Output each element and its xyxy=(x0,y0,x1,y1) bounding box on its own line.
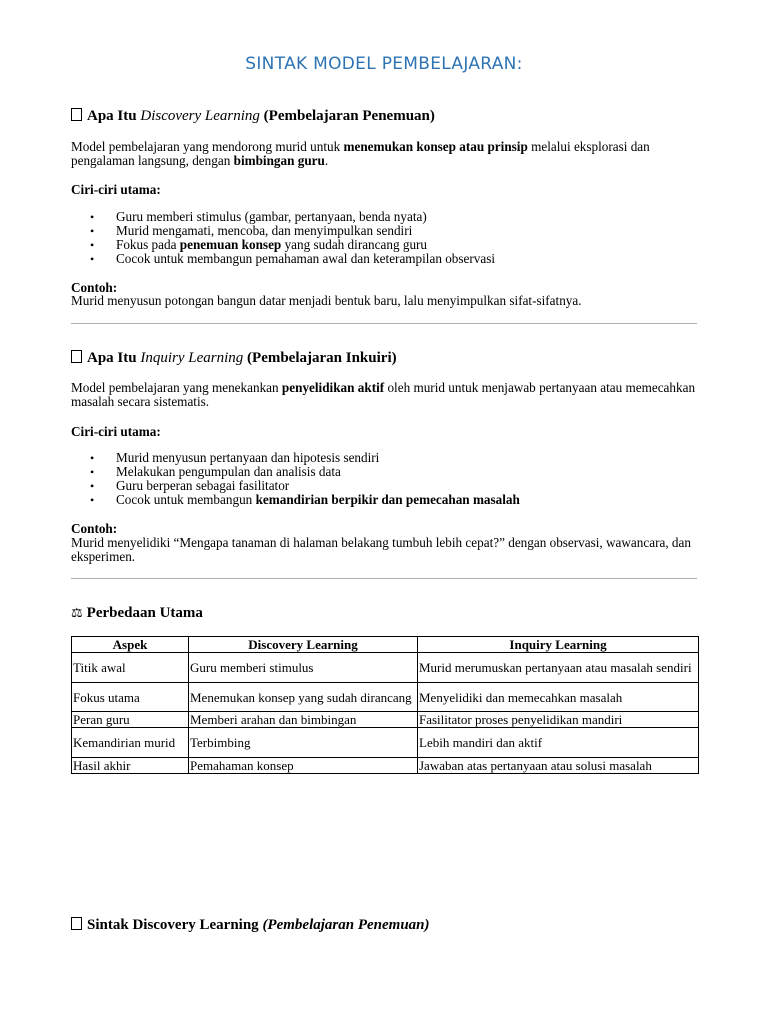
inquiry-features-label: Ciri-ciri utama: xyxy=(71,424,161,439)
table-cell: Menyelidiki dan memecahkan masalah xyxy=(418,683,699,712)
table-cell: Kemandirian murid xyxy=(72,728,189,758)
sintak-heading: Sintak Discovery Learning (Pembelajaran Penemuan) xyxy=(71,917,430,934)
table-cell: Titik awal xyxy=(72,653,189,683)
table-header-row xyxy=(72,637,699,653)
list-item: • Murid mengamati, mencoba, dan menyimpulkan sendiri xyxy=(71,224,495,238)
divider xyxy=(71,578,697,579)
comparison-heading: ⚖ Perbedaan Utama xyxy=(71,605,203,621)
table-cell: Fasilitator proses penyelidikan mandiri xyxy=(418,712,699,728)
table-row xyxy=(72,758,699,774)
discovery-features-label: Ciri-ciri utama: xyxy=(71,182,161,197)
table-cell: Peran guru xyxy=(72,712,189,728)
table-cell: Lebih mandiri dan aktif xyxy=(418,728,699,758)
balance-scale-icon: ⚖ xyxy=(71,606,83,621)
discovery-example: Murid menyusun potongan bangun datar menjadi bentuk baru, lalu menyimpulkan sifat-sifatnya. xyxy=(71,293,582,308)
table-cell: Memberi arahan dan bimbingan xyxy=(189,712,418,728)
inquiry-heading: Apa Itu Inquiry Learning (Pembelajaran Inkuiri) xyxy=(71,350,397,367)
divider xyxy=(71,323,697,324)
table-cell: Guru memberi stimulus xyxy=(189,653,418,683)
table-row xyxy=(72,653,699,683)
discovery-features-list xyxy=(71,210,495,266)
list-item: • Cocok untuk membangun kemandirian berpikir dan pemecahan masalah xyxy=(71,493,520,507)
list-item: • Guru berperan sebagai fasilitator xyxy=(71,479,520,493)
table-row xyxy=(72,728,699,758)
inquiry-features-list xyxy=(71,451,520,507)
missing-glyph-icon xyxy=(71,350,82,363)
discovery-description: Model pembelajaran yang mendorong murid untuk menemukan konsep atau prinsip melalui eksplorasi dan pengalaman langsung, dengan bimbingan guru. xyxy=(71,139,650,168)
table-cell: Jawaban atas pertanyaan atau solusi masalah xyxy=(418,758,699,774)
table-cell: Terbimbing xyxy=(189,728,418,758)
column-header: Inquiry Learning xyxy=(418,637,699,653)
discovery-example-label: Contoh: xyxy=(71,280,118,295)
table-row xyxy=(72,683,699,712)
page-title: SINTAK MODEL PEMBELAJARAN: xyxy=(245,54,523,74)
table-cell: Murid merumuskan pertanyaan atau masalah sendiri xyxy=(418,653,699,683)
list-item: • Melakukan pengumpulan dan analisis data xyxy=(71,465,520,479)
table-cell: Fokus utama xyxy=(72,683,189,712)
list-item: • Guru memberi stimulus (gambar, pertanyaan, benda nyata) xyxy=(71,210,495,224)
list-item: • Cocok untuk membangun pemahaman awal dan keterampilan observasi xyxy=(71,252,495,266)
inquiry-example-label: Contoh: xyxy=(71,521,118,536)
missing-glyph-icon xyxy=(71,108,82,121)
missing-glyph-icon xyxy=(71,917,82,930)
list-item: • Fokus pada penemuan konsep yang sudah dirancang guru xyxy=(71,238,495,252)
discovery-heading: Apa Itu Discovery Learning (Pembelajaran Penemuan) xyxy=(71,108,435,125)
table-cell: Hasil akhir xyxy=(72,758,189,774)
table-cell: Pemahaman konsep xyxy=(189,758,418,774)
list-item: • Murid menyusun pertanyaan dan hipotesis sendiri xyxy=(71,451,520,465)
inquiry-description: Model pembelajaran yang menekankan penyelidikan aktif oleh murid untuk menjawab pertanyaan atau memecahkan masalah secara sistematis. xyxy=(71,380,696,409)
column-header: Discovery Learning xyxy=(189,637,418,653)
column-header: Aspek xyxy=(72,637,189,653)
table-row xyxy=(72,712,699,728)
inquiry-example: Murid menyelidiki “Mengapa tanaman di halaman belakang tumbuh lebih cepat?” dengan observasi, wawancara, dan eksperimen. xyxy=(71,535,691,564)
table-cell: Menemukan konsep yang sudah dirancang xyxy=(189,683,418,712)
comparison-table xyxy=(71,636,699,774)
